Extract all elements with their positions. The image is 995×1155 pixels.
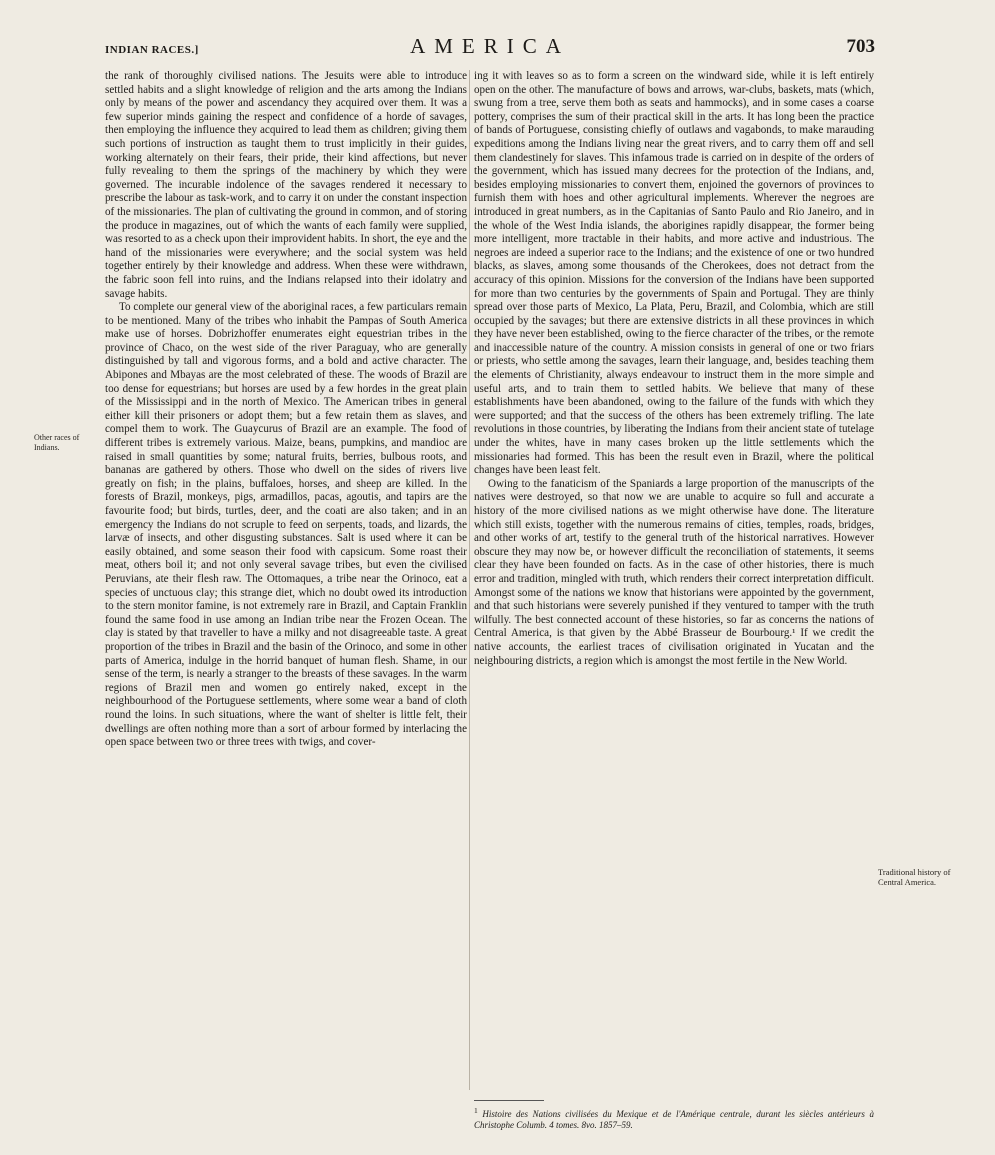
paragraph: To complete our general view of the aboriginal races, a few particulars remain to be mentioned. Many of the tribes who inhabit the Pampas of South America make use of horses. Dobrizhoffer enumerates eight equestrian tribes in the province of Chaco, on the west side of the river Paraguay, who are generally distinguished by tall and vigorous forms, and a bold and active character. The Abipones and Mbayas are the most celebrated of these. The woods of Brazil are too dense for equestrians; but horses are used by a few hordes in the great plain of the Mississippi and in the north of Mexico. The American tribes in general either kill their prisoners or adopt them; but a few retain them as slaves, and compel them to work. The Guaycurus of Brazil are an example. The food of different tribes is extremely various. Maize, beans, pumpkins, and mandioc are raised in small quantities by some; natural fruits, berries, bulbous roots, and bananas are gathered by others. Those who dwell on the sides of rivers live greatly on fish; in the plains, buffaloes, horses, and sheep are killed. In the forests of Brazil, monkeys, pigs, armadillos, pacas, agoutis, and tapirs are the favourite food; but birds, turtles, deer, and the coati are also taken; and in an emergency the Indians do not scruple to feed on serpents, toads, and lizards, the larvæ of insects, and other disgusting substances. Salt is used where it can be easily obtained, and some season their food with capsicum. Some roast their meat, others boil it; and not only several savage tribes, but even the civilised Peruvians, ate their flesh raw. The Ottomaques, a tribe near the Orinoco, eat a species of unctuous clay; this strange diet, which no doubt owed its introduction to the stern monitor famine, is not extremely rare in Brazil, and Captain Franklin found the same food in use among an Indian tribe near the Frozen Ocean. The clay is stated by that traveller to have a milky and not disagreeable taste. A great proportion of the tribes in Brazil and the basin of the Orinoco, and some in other parts of America, indulge in the horrid banquet of human flesh. Shame, in our sense of the term, is nearly a stranger to the breasts of these savages. In the warm regions of Brazil men and women go entirely naked, except in the neighbourhood of the Portuguese settlements, where some wear a band of cloth round the loins. In such situations, where the want of shelter is little felt, their dwellings are often nothing more than a sort of arbour formed by interlacing the open space between two or three trees with twigs, and cover- [105,301,467,749]
section-title: INDIAN RACES.] [105,44,199,56]
footnote-marker: 1 [474,1106,478,1115]
sidenote-right: Traditional history of Central America. [878,867,951,887]
footnote-divider [474,1100,544,1101]
column-divider [469,70,470,1090]
left-column [105,70,467,750]
paragraph: Owing to the fanaticism of the Spaniards a large proportion of the manuscripts of the natives were destroyed, so that now we are unable to acquire so full and accurate a history of the more civilised nations as we might otherwise have done. The literature which still exists, together with the numerous remains of cities, temples, roads, bridges, and other works of art, testify to the general truth of the historical narratives. However obscure they may now be, or however difficult the reconciliation of statements, it seems clear they have been founded on facts. As in the case of other histories, there is much error and tradition, mingled with truth, which renders their correct interpretation difficult. Amongst some of the nations we know that historians were appointed by the government, and that such historians were severely punished if they ventured to tamper with the truth wilfully. The best connected account of these histories, so far as concerns the nations of Central America, is that given by the Abbé Brasseur de Bourbourg.¹ If we credit the native accounts, the earliest traces of civilisation originated in Yucatan and the neighbouring districts, a region which is amongst the most fertile in the New World. [474,477,874,667]
paragraph: ing it with leaves so as to form a screen on the windward side, while it is left entirely open on the other. The manufacture of bows and arrows, war-clubs, baskets, mats (which, swung from a tree, serve them both as seats and hammocks), and in some cases a coarse pottery, comprises the sum of their practical skill in the arts. It has long been the practice of bands of Portuguese, consisting chiefly of outlaws and vagabonds, to make marauding expeditions among the Indians living near the great rivers, and to carry them off and sell them clandestinely for slaves. This infamous trade is carried on in despite of the orders of the government, which has issued many decrees for the protection of the Indians, and, besides employing missionaries to convert them, enjoined the governors of provinces to furnish them with hoes and other agricultural implements. Wherever the negroes are introduced in great numbers, as in the Capitanias of Santo Paulo and Rio Janeiro, and in the whole of the West India islands, the aborigines rapidly disappear, the former being more intelligent, more tractable in their habits, and more active and industrious. The negroes are indeed a superior race to the Indians; and the existence of one or two hundred blacks, as slaves, among some thousands of the Cherokees, does not detract from the accuracy of this opinion. Missions for the conversion of the Indians have been supported for more than two centuries by the governments of Spain and Portugal. They are thinly spread over those parts of Mexico, La Plata, Peru, Brazil, and Colombia, which are still occupied by the savages; but there are extensive districts in all these provinces in which they have never been established, owing to the fierce character of the tribes, or the remote and inaccessible nature of the country. A mission consists in general of one or two friars or priests, who settle among the savages, learn their language, and, besides teaching them the elements of Christianity, always endeavour to instruct them in the more simple and useful arts, and to train them to settled habits. We believe that many of these establishments have been abandoned, owing to the failure of the funds with which they were supported; and that the success of the others has been extremely trifling. The late revolutions in those countries, by liberating the Indians from their ancient state of tutelage under the whites, have in many cases broken up the little settlements which the missionaries had formed. This has been the result even in Brazil, where the political changes have been least felt. [474,70,874,477]
paragraph: the rank of thoroughly civilised nations. The Jesuits were able to introduce settled habits and a slight knowledge of religion and the arts among the Indians only by means of the power and ascendancy they acquired over them. It was a few superior minds gaining the respect and confidence of a horde of savages, then employing the influence they acquired to lead them as children; giving them such portions of instruction as taught them to trust implicitly in their guides, working alternately on their fears, their pride, their kind affections, but never fully revealing to them the springs of the machinery by which they were governed. The incurable indolence of the savages rendered it necessary to prescribe the labour as task-work, and to carry it on under the constant inspection of the missionaries. The plan of cultivating the ground in common, and of storing the produce in magazines, out of which the wants of each family were supplied, was resorted to as a check upon their improvident habits. In short, the eye and the hand of the missionaries were everywhere; and the social system was held together entirely by their knowledge and address. When these were withdrawn, the fabric soon fell into ruins, and the Indians relapsed into their idolatry and savage habits. [105,70,467,300]
page-title: AMERICA [410,34,570,58]
page-number: 703 [846,36,875,57]
footnote-text: Histoire des Nations civilisées du Mexique et de l'Amérique centrale, durant les siècles antérieurs à Christophe Columb. 4 tomes. 8vo. 1857–59. [474,1109,874,1130]
right-column [474,70,874,668]
running-header [105,32,875,62]
footnote [474,1105,874,1131]
sidenote-left: Other races of Indians. [34,433,80,452]
